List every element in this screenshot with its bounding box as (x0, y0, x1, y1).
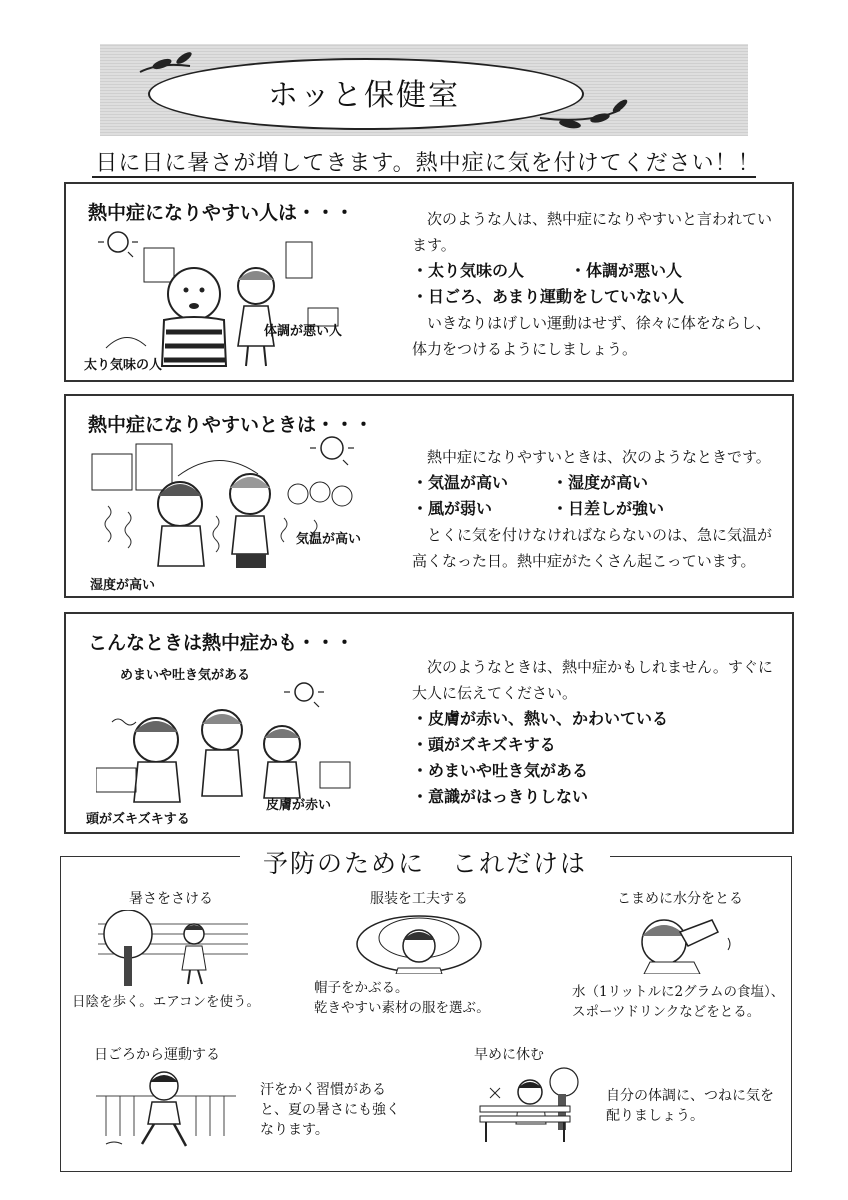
prevention-item-text: 汗をかく習慣があると、夏の暑さにも強くなります。 (260, 1082, 400, 1138)
prevention-item-title: 暑さをさける (129, 891, 213, 907)
prevention-title: 予防のために これだけは (240, 844, 610, 880)
section-title: こんなときは熱中症かも・・・ (88, 632, 355, 654)
bullet-item: ・体調が悪い人 (570, 261, 683, 280)
section-intro: 次のようなときは、熱中症かもしれません。すぐに大人に伝えてください。 (412, 658, 773, 702)
illustration-caption: 体調が悪い人 (264, 324, 343, 339)
section-note: とくに気を付けなければならないのは、急に気温が高くなった日。熱中症がたくさん起こっています。 (412, 526, 773, 570)
bullet-item: ・風が弱い (412, 499, 493, 518)
running-child-illustration (96, 1066, 236, 1150)
bullet-item: ・気温が高い (412, 473, 509, 492)
illustration-caption: 湿度が高い (90, 578, 156, 593)
bullet-item: ・日差しが強い (552, 499, 665, 518)
hot-humid-day-illustration (88, 436, 378, 586)
prevention-item-text: スポーツドリンクなどをとる。 (572, 1004, 761, 1020)
section-note: いきなりはげしい運動はせず、徐々に体をならし、体力をつけるようにしましょう。 (412, 314, 771, 358)
resting-on-bench-illustration (460, 1066, 584, 1150)
section-prone-times (64, 394, 794, 598)
bullet-item: ・意識がはっきりしない (412, 787, 589, 806)
shade-walking-illustration (98, 910, 248, 988)
headline: 日に日に暑さが増してきます。熱中症に気を付けてください！！ (95, 151, 761, 176)
section-intro: 熱中症になりやすいときは、次のようなときです。 (412, 448, 771, 466)
bullet-list (412, 706, 784, 810)
bullet-item: ・めまいや吐き気がある (412, 761, 589, 780)
symptoms-illustration (96, 682, 366, 806)
prevention-item-text: 水（1リットルに2グラムの食塩）、 (572, 984, 785, 1000)
section-intro: 次のような人は、熱中症になりやすいと言われています。 (412, 210, 773, 254)
bullet-item: ・湿度が高い (552, 473, 649, 492)
sun-hat-illustration (354, 908, 484, 974)
prevention-item-text: 自分の体調に、つねに気を配りましょう。 (606, 1088, 774, 1124)
illustration-caption: 皮膚が赤い (266, 798, 332, 813)
prevention-item-text: 乾きやすい素材の服を選ぶ。 (314, 1000, 490, 1016)
bullet-item: ・皮膚が赤い、熱い、かわいている (412, 709, 669, 728)
headline-underline (92, 176, 756, 178)
illustration-caption: めまいや吐き気がある (120, 668, 251, 683)
illustration-caption: 気温が高い (296, 532, 362, 547)
section-prone-people (64, 182, 794, 382)
bullet-list (412, 258, 782, 310)
drinking-water-illustration (620, 906, 744, 974)
illustration-caption: 太り気味の人 (84, 358, 163, 373)
prevention-item-title: 早めに休む (474, 1047, 544, 1063)
prevention-item-title: 日ごろから運動する (94, 1047, 220, 1063)
prevention-item-title: こまめに水分をとる (617, 891, 743, 907)
illustration-caption: 頭がズキズキする (86, 812, 190, 827)
section-symptoms (64, 612, 794, 834)
bullet-item: ・太り気味の人 (412, 261, 525, 280)
section-title: 熱中症になりやすいときは・・・ (88, 414, 374, 436)
prevention-item-text: 日陰を歩く。エアコンを使う。 (72, 994, 261, 1010)
prevention-item-title: 服装を工夫する (370, 891, 468, 907)
bullet-item: ・頭がズキズキする (412, 735, 556, 754)
bullet-list (412, 470, 784, 522)
bullet-item: ・日ごろ、あまり運動をしていない人 (412, 287, 685, 306)
page-title: ホッと保健室 (268, 78, 460, 113)
section-title: 熱中症になりやすい人は・・・ (88, 202, 355, 224)
prevention-item-text: 帽子をかぶる。 (314, 980, 409, 996)
